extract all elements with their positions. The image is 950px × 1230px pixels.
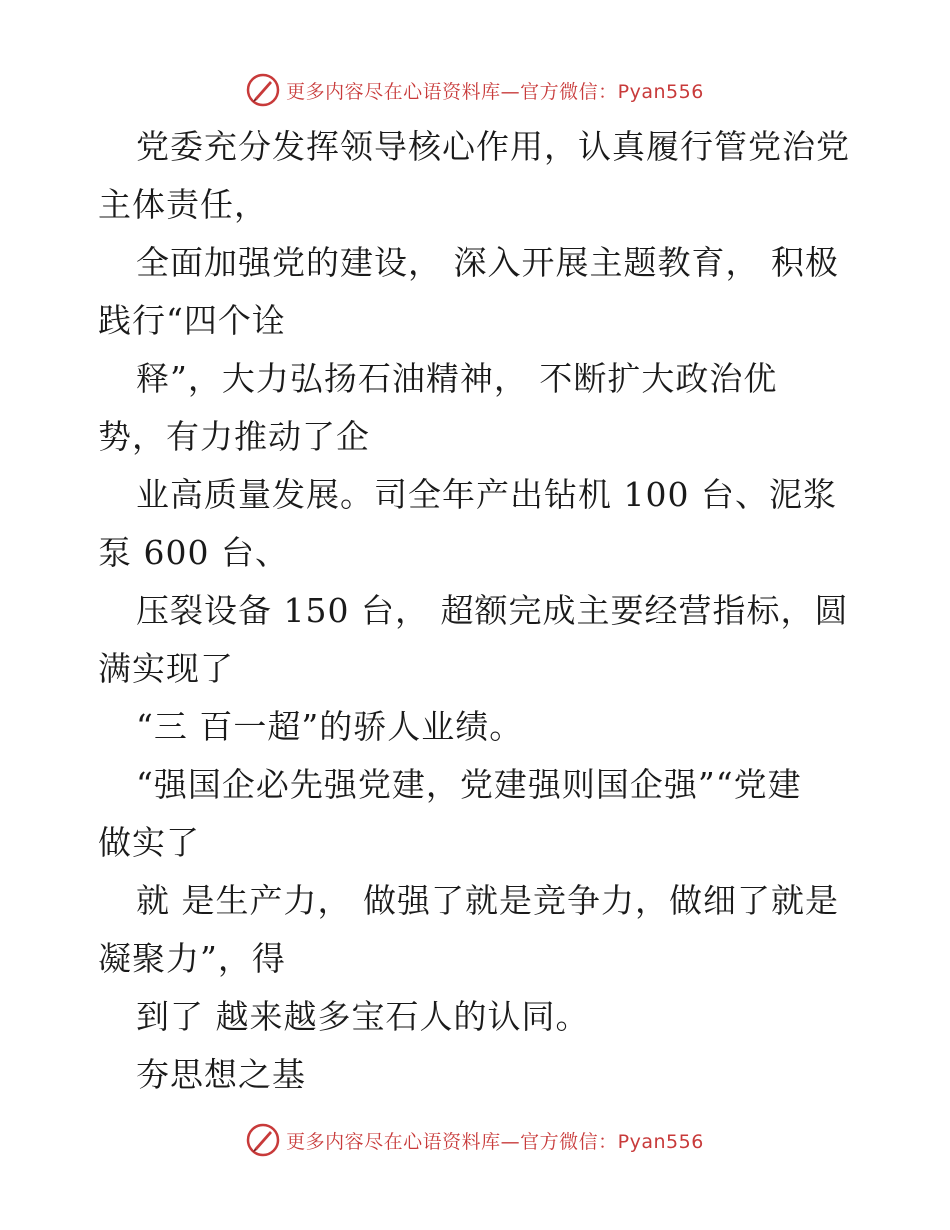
text-line-13: 做实了 <box>98 823 200 862</box>
text-line-5: 释”，大力弘扬石油精神， 不断扩大政治优 <box>136 359 778 398</box>
text-line-1: 党委充分发挥领导核心作用，认真履行管党治党 <box>136 127 850 166</box>
text-line-4: 践行“四个诠 <box>98 301 286 340</box>
header-banner <box>0 70 950 110</box>
header-banner-text: 更多内容尽在心语资料库—官方微信：Pyan556 <box>286 80 704 103</box>
text-line-11: “三 百一超”的骄人业绩。 <box>136 707 524 746</box>
text-line-17: 夯思想之基 <box>136 1055 306 1094</box>
text-line-15: 凝聚力”，得 <box>98 939 286 978</box>
footer-banner <box>0 1120 950 1160</box>
text-line-8: 泵 600 台、 <box>98 533 289 572</box>
quill-pen-logo-icon <box>246 1123 280 1157</box>
text-line-12: “强国企必先强党建，党建强则国企强”“党建 <box>136 765 802 804</box>
text-line-7: 业高质量发展。司全年产出钻机 100 台、泥浆 <box>136 475 837 514</box>
footer-banner-text: 更多内容尽在心语资料库—官方微信：Pyan556 <box>286 1130 704 1153</box>
text-line-2: 主体责任， <box>98 185 268 224</box>
text-line-3: 全面加强党的建设， 深入开展主题教育， 积极 <box>136 243 839 282</box>
text-line-9: 压裂设备 150 台， 超额完成主要经营指标，圆 <box>136 591 849 630</box>
quill-pen-logo-icon <box>246 73 280 107</box>
text-line-10: 满实现了 <box>98 649 234 688</box>
text-line-14: 就 是生产力， 做强了就是竞争力，做细了就是 <box>136 881 839 920</box>
text-line-6: 势，有力推动了企 <box>98 417 370 456</box>
text-line-16: 到了 越来越多宝石人的认同。 <box>136 997 590 1036</box>
